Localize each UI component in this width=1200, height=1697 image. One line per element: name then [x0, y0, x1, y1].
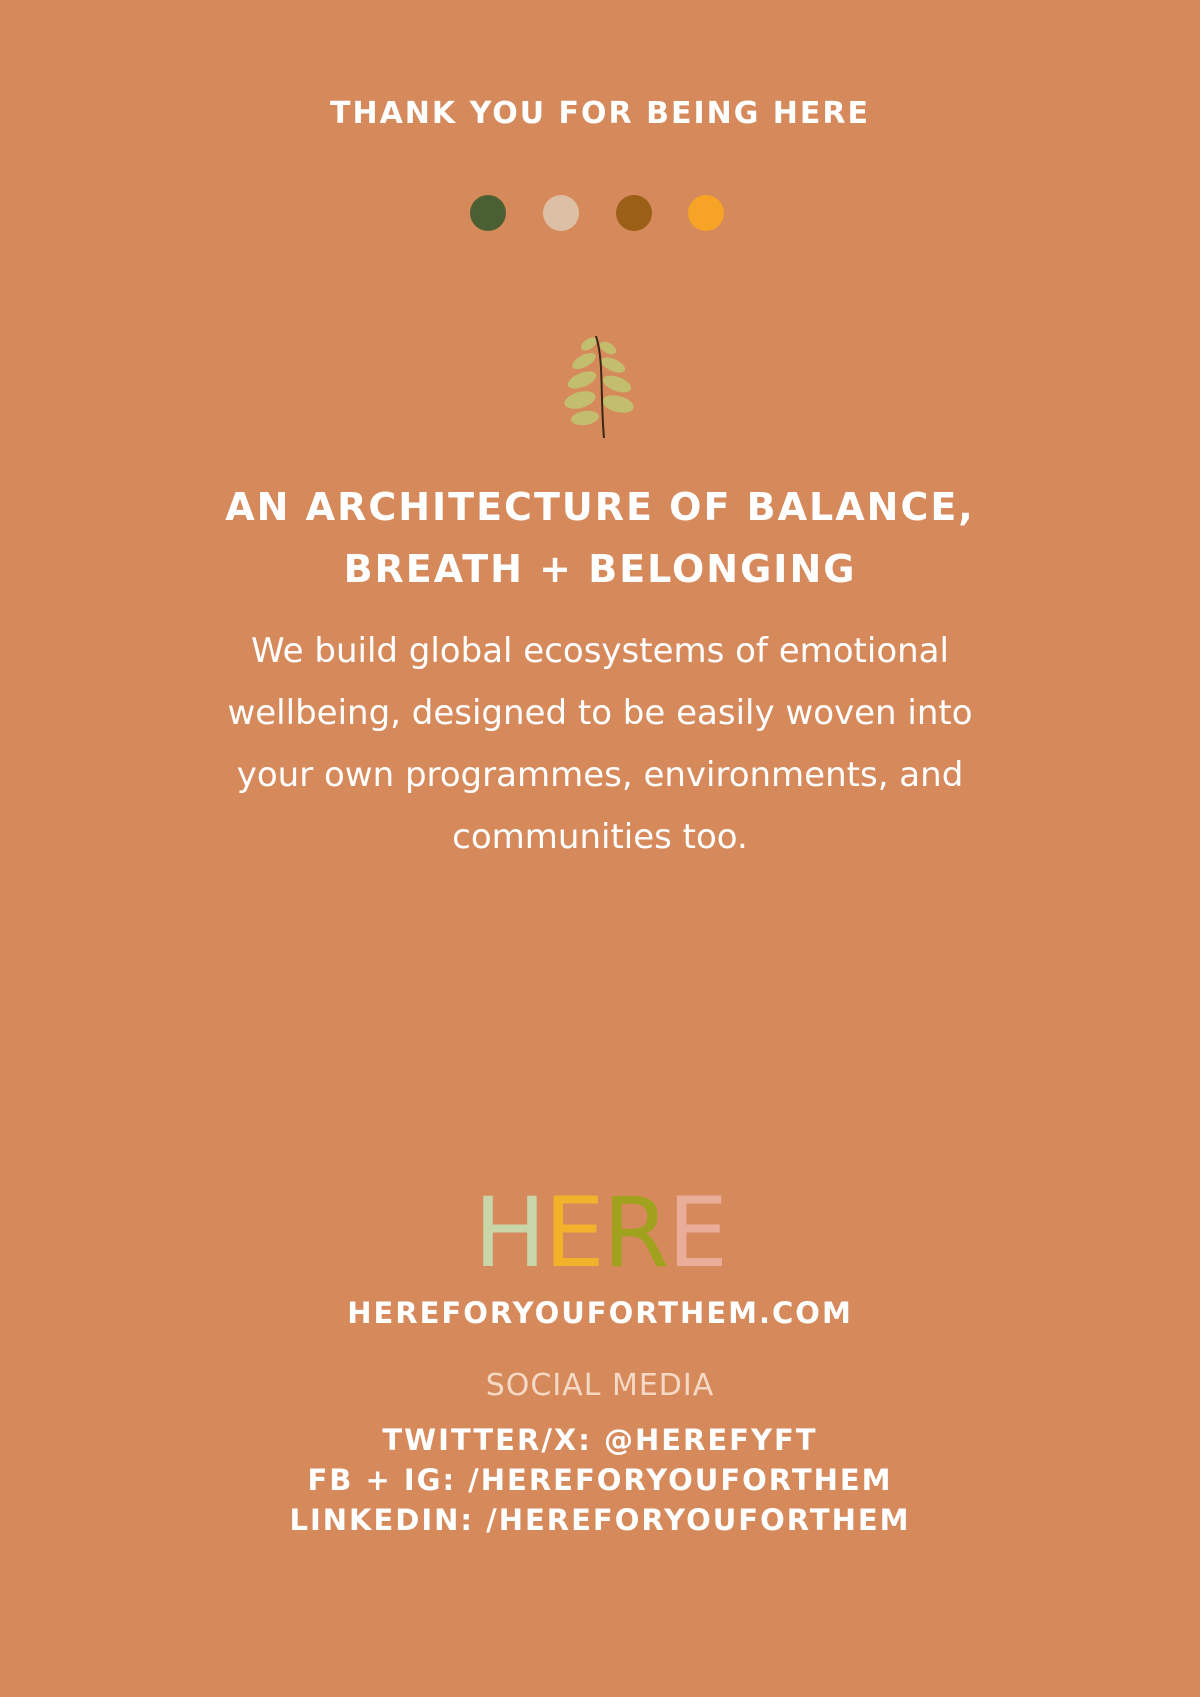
linkedin-handle[interactable]: LINKEDIN: /HEREFORYOUFORTHEM	[289, 1503, 911, 1537]
logo-letter-e-2: E	[667, 1177, 727, 1289]
paragraph-line-2: wellbeing, designed to be easily woven into	[227, 693, 973, 733]
intro-paragraph	[200, 620, 1000, 868]
logo-letter-h: H	[473, 1177, 545, 1289]
social-media-heading: SOCIAL MEDIA	[485, 1368, 715, 1403]
palette-dot-sand	[543, 195, 579, 231]
paragraph-line-4: communities too.	[452, 817, 748, 857]
palette-dots	[470, 195, 730, 233]
eyebrow-heading: THANK YOU FOR BEING HERE	[330, 96, 870, 131]
website-link[interactable]: HEREFORYOUFORTHEM.COM	[347, 1296, 853, 1330]
twitter-handle[interactable]: TWITTER/X: @HEREFYFT	[382, 1423, 818, 1457]
headline-line-1: AN ARCHITECTURE OF BALANCE,	[225, 485, 975, 529]
palette-dot-dark-green	[470, 195, 506, 231]
palette-dot-brown	[616, 195, 652, 231]
paragraph-line-3: your own programmes, environments, and	[236, 755, 964, 795]
leaf-sprig-icon	[560, 332, 640, 440]
palette-dot-amber	[688, 195, 724, 231]
fb-ig-handle[interactable]: FB + IG: /HEREFORYOUFORTHEM	[307, 1463, 893, 1497]
paragraph-line-1: We build global ecosystems of emotional	[251, 631, 949, 671]
logo-letter-r: R	[602, 1177, 668, 1289]
here-logo	[0, 1178, 1200, 1288]
logo-letter-e: E	[544, 1177, 603, 1289]
social-links	[0, 1420, 1200, 1540]
headline-line-2: BREATH + BELONGING	[343, 547, 857, 591]
main-headline	[0, 476, 1200, 600]
